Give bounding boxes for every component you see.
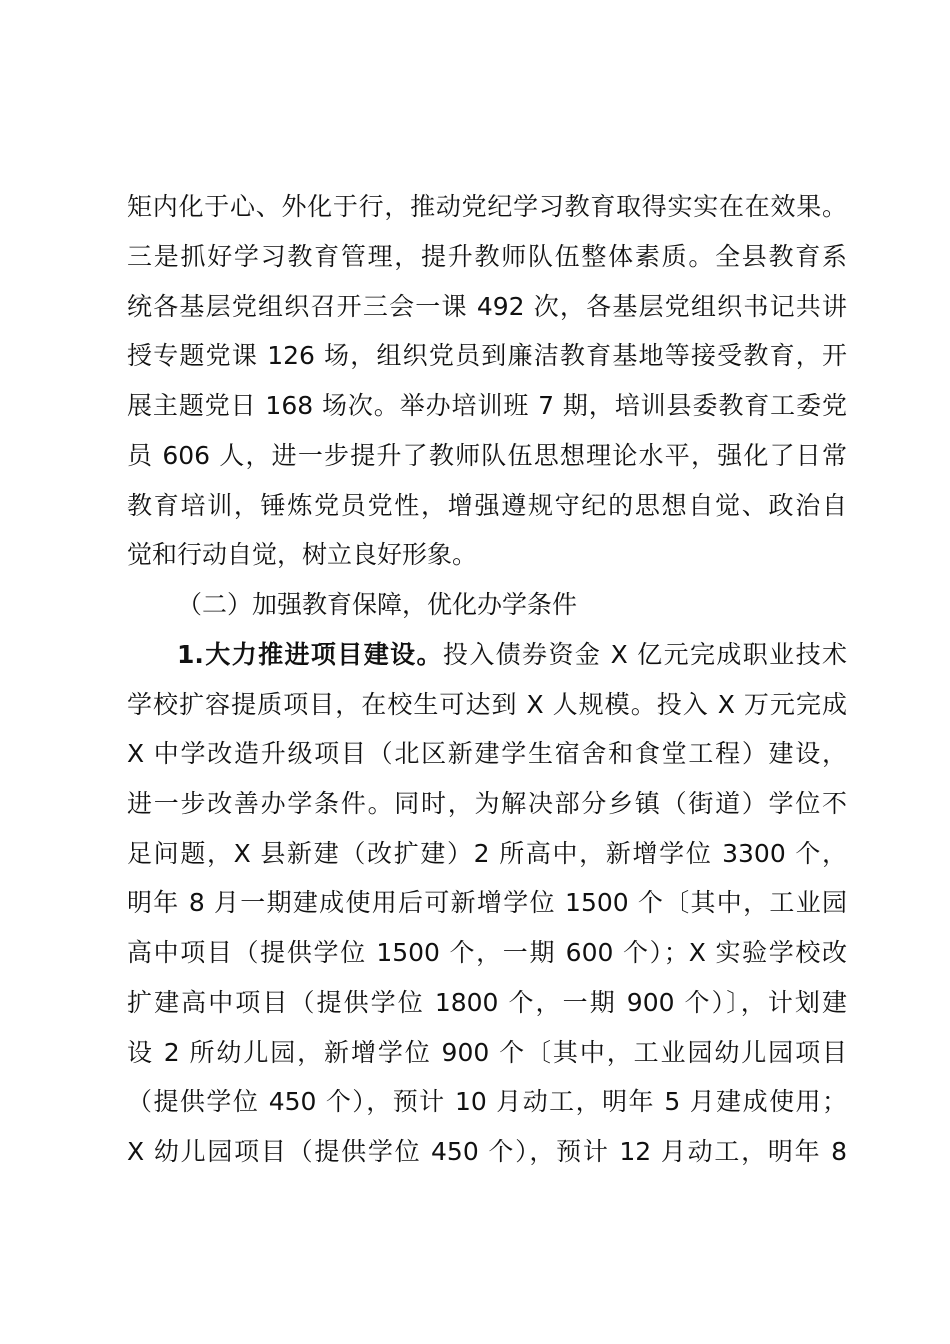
paragraph-line: 三是抓好学习教育管理，提升教师队伍整体素质。全县教育系 (127, 242, 847, 271)
paragraph-line: 授专题党课 126 场，组织党员到廉洁教育基地等接受教育，开 (127, 341, 847, 370)
paragraph-line: 进一步改善办学条件。同时，为解决部分乡镇（街道）学位不 (127, 789, 847, 818)
paragraph-line: 教育培训，锤炼党员党性，增强遵规守纪的思想自觉、政治自 (127, 491, 847, 520)
section-heading: （二）加强教育保障，优化办学条件 (177, 590, 578, 619)
item-heading-line (177, 635, 847, 675)
paragraph-line: 足问题，X 县新建（改扩建）2 所高中，新增学位 3300 个， (127, 839, 847, 868)
paragraph-line: 员 606 人，进一步提升了教师队伍思想理论水平，强化了日常 (127, 441, 847, 470)
paragraph-line: 扩建高中项目（提供学位 1800 个，一期 900 个）〕，计划建 (127, 988, 847, 1017)
paragraph-line: 统各基层党组织召开三会一课 492 次，各基层党组织书记共讲 (127, 292, 847, 321)
paragraph-line: 设 2 所幼儿园，新增学位 900 个〔其中，工业园幼儿园项目 (127, 1038, 847, 1067)
paragraph-line: （提供学位 450 个），预计 10 月动工，明年 5 月建成使用； (127, 1087, 847, 1116)
paragraph-line: 觉和行动自觉，树立良好形象。 (127, 540, 478, 569)
paragraph-line: X 幼儿园项目（提供学位 450 个），预计 12 月动工，明年 8 (127, 1137, 847, 1166)
paragraph-line: 学校扩容提质项目，在校生可达到 X 人规模。投入 X 万元完成 (127, 690, 847, 719)
paragraph-line: 高中项目（提供学位 1500 个，一期 600 个）；X 实验学校改 (127, 938, 847, 967)
item-first-line-text: 投入债券资金 X 亿元完成职业技术 (442, 640, 847, 669)
paragraph-line: 矩内化于心、外化于行，推动党纪学习教育取得实实在在效果。 (127, 192, 847, 221)
item-bold-lead: 1.大力推进项目建设。 (177, 640, 443, 669)
paragraph-line: 展主题党日 168 场次。举办培训班 7 期，培训县委教育工委党 (127, 391, 847, 420)
paragraph-line: X 中学改造升级项目（北区新建学生宿舍和食堂工程）建设， (127, 739, 847, 768)
paragraph-line: 明年 8 月一期建成使用后可新增学位 1500 个〔其中，工业园 (127, 888, 847, 917)
